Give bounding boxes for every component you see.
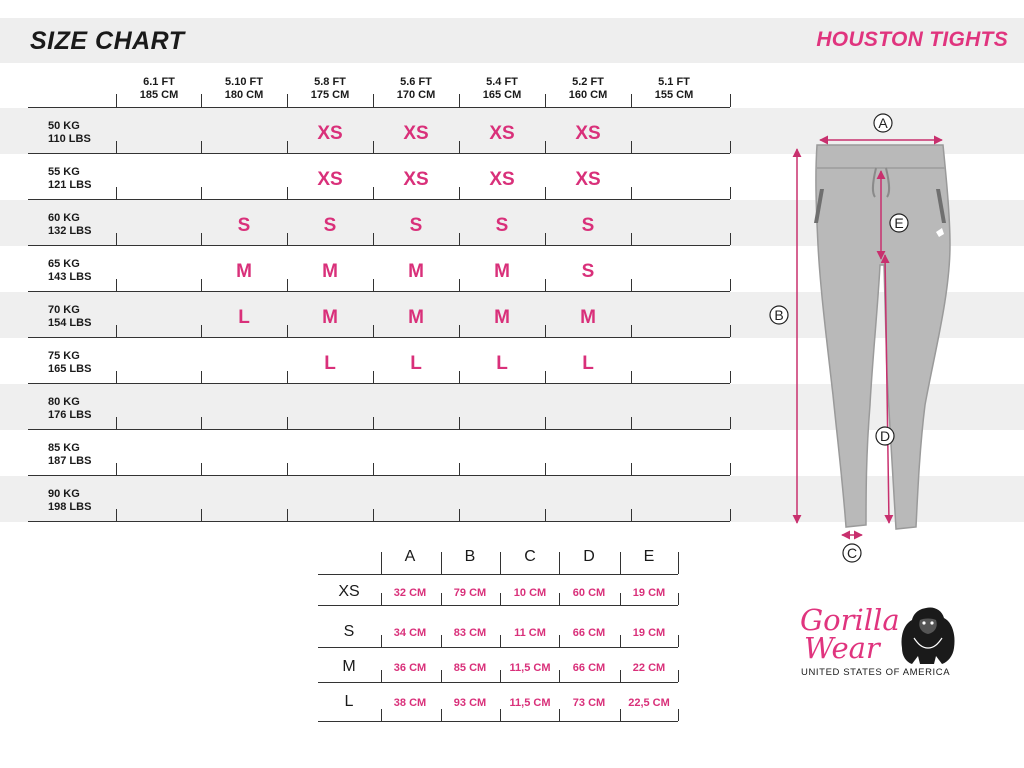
weight-lbs: 154 LBS bbox=[48, 317, 92, 329]
height-column-header bbox=[373, 76, 459, 102]
row-divider bbox=[28, 199, 730, 200]
measure-value: 19 CM bbox=[632, 627, 666, 639]
weight-kg: 75 KG bbox=[48, 350, 80, 362]
weight-row-label bbox=[48, 212, 114, 238]
size-cell: XS bbox=[575, 123, 601, 144]
weight-kg: 80 KG bbox=[48, 396, 80, 408]
column-tick bbox=[459, 371, 460, 383]
measure-tick bbox=[441, 552, 442, 574]
measure-column-header: E bbox=[643, 548, 655, 565]
column-tick bbox=[373, 187, 374, 199]
column-tick bbox=[730, 187, 731, 199]
column-tick bbox=[116, 417, 117, 429]
column-tick bbox=[459, 233, 460, 245]
height-column-header bbox=[287, 76, 373, 102]
measure-size-label: S bbox=[343, 623, 355, 640]
measure-column-header: B bbox=[464, 548, 476, 565]
row-divider bbox=[28, 245, 730, 246]
size-cell: M bbox=[580, 307, 596, 328]
size-cell: L bbox=[324, 353, 336, 374]
column-tick bbox=[459, 509, 460, 521]
size-cell: M bbox=[322, 261, 338, 282]
column-tick bbox=[545, 509, 546, 521]
column-tick bbox=[201, 279, 202, 291]
size-cell: XS bbox=[317, 169, 343, 190]
size-cell: M bbox=[408, 307, 424, 328]
measure-value: 83 CM bbox=[453, 627, 487, 639]
weight-lbs: 143 LBS bbox=[48, 271, 92, 283]
column-tick bbox=[631, 509, 632, 521]
measure-tick bbox=[620, 635, 621, 647]
measure-tick bbox=[500, 635, 501, 647]
measure-column-header: D bbox=[583, 548, 595, 565]
column-tick bbox=[287, 371, 288, 383]
measure-tick bbox=[441, 709, 442, 721]
weight-kg: 55 KG bbox=[48, 166, 80, 178]
header-divider bbox=[28, 107, 730, 108]
measure-value: 73 CM bbox=[572, 697, 606, 709]
measure-size-label: L bbox=[344, 693, 354, 710]
column-tick bbox=[631, 371, 632, 383]
column-tick bbox=[201, 233, 202, 245]
weight-row-label bbox=[48, 350, 114, 376]
size-cell: S bbox=[581, 261, 595, 282]
weight-lbs: 121 LBS bbox=[48, 179, 92, 191]
height-ft: 5.4 FT bbox=[486, 76, 518, 88]
measure-value: 32 CM bbox=[393, 587, 427, 599]
measure-tick bbox=[500, 670, 501, 682]
column-tick bbox=[373, 233, 374, 245]
measure-value: 60 CM bbox=[572, 587, 606, 599]
measure-row-divider bbox=[318, 605, 678, 606]
page-title: SIZE CHART bbox=[30, 27, 185, 55]
column-tick bbox=[201, 371, 202, 383]
measure-value: 93 CM bbox=[453, 697, 487, 709]
measure-value: 85 CM bbox=[453, 662, 487, 674]
column-tick bbox=[116, 325, 117, 337]
column-tick bbox=[287, 233, 288, 245]
column-tick bbox=[459, 463, 460, 475]
measure-tick bbox=[441, 670, 442, 682]
weight-lbs: 176 LBS bbox=[48, 409, 92, 421]
weight-lbs: 187 LBS bbox=[48, 455, 92, 467]
measure-value: 34 CM bbox=[393, 627, 427, 639]
height-ft: 5.6 FT bbox=[400, 76, 432, 88]
column-tick bbox=[730, 94, 731, 107]
column-tick bbox=[545, 141, 546, 153]
measure-row-divider bbox=[318, 647, 678, 648]
column-tick bbox=[201, 187, 202, 199]
measure-value: 22,5 CM bbox=[628, 697, 670, 709]
measure-tick bbox=[559, 593, 560, 605]
row-divider bbox=[28, 429, 730, 430]
weight-row-label bbox=[48, 304, 114, 330]
measure-value: 38 CM bbox=[393, 697, 427, 709]
height-cm: 165 CM bbox=[482, 89, 522, 101]
label-d: D bbox=[879, 428, 891, 444]
column-tick bbox=[373, 463, 374, 475]
size-cell: XS bbox=[403, 169, 429, 190]
size-cell: L bbox=[238, 307, 250, 328]
column-tick bbox=[545, 463, 546, 475]
measure-value: 11 CM bbox=[514, 627, 546, 639]
measure-value: 66 CM bbox=[572, 627, 606, 639]
label-e: E bbox=[894, 215, 904, 231]
size-cell: L bbox=[582, 353, 594, 374]
measure-value: 36 CM bbox=[393, 662, 427, 674]
measure-value: 10 CM bbox=[513, 587, 547, 599]
size-cell: XS bbox=[575, 169, 601, 190]
measure-tick bbox=[381, 552, 382, 574]
height-ft: 5.2 FT bbox=[572, 76, 604, 88]
column-tick bbox=[373, 417, 374, 429]
size-cell: L bbox=[496, 353, 508, 374]
measure-tick bbox=[620, 552, 621, 574]
height-cm: 175 CM bbox=[310, 89, 350, 101]
column-tick bbox=[545, 233, 546, 245]
size-cell: S bbox=[323, 215, 337, 236]
measure-tick bbox=[620, 670, 621, 682]
measure-tick bbox=[441, 593, 442, 605]
measure-row-divider bbox=[318, 721, 678, 722]
column-tick bbox=[631, 325, 632, 337]
measure-tick bbox=[678, 670, 679, 682]
measure-tick bbox=[678, 593, 679, 605]
measure-tick bbox=[559, 670, 560, 682]
column-tick bbox=[287, 94, 288, 107]
measure-value: 19 CM bbox=[632, 587, 666, 599]
measure-tick bbox=[678, 635, 679, 647]
column-tick bbox=[116, 509, 117, 521]
column-tick bbox=[201, 141, 202, 153]
measure-value: 11,5 CM bbox=[509, 697, 551, 709]
size-cell: S bbox=[581, 215, 595, 236]
column-tick bbox=[631, 463, 632, 475]
row-divider bbox=[28, 383, 730, 384]
column-tick bbox=[287, 325, 288, 337]
column-tick bbox=[631, 279, 632, 291]
weight-lbs: 110 LBS bbox=[48, 133, 91, 145]
brand-logo bbox=[800, 603, 900, 665]
column-tick bbox=[201, 509, 202, 521]
column-tick bbox=[116, 187, 117, 199]
column-tick bbox=[287, 187, 288, 199]
measure-tick bbox=[559, 552, 560, 574]
column-tick bbox=[287, 417, 288, 429]
column-tick bbox=[631, 233, 632, 245]
column-tick bbox=[201, 325, 202, 337]
size-cell: XS bbox=[317, 123, 343, 144]
measure-tick bbox=[559, 635, 560, 647]
logo-line-2: Wear bbox=[804, 631, 880, 665]
weight-row-label bbox=[48, 488, 114, 514]
column-tick bbox=[730, 141, 731, 153]
column-tick bbox=[459, 187, 460, 199]
size-cell: XS bbox=[489, 123, 515, 144]
measure-size-label: XS bbox=[338, 583, 360, 600]
measure-value: 66 CM bbox=[572, 662, 606, 674]
weight-row-label bbox=[48, 442, 114, 468]
column-tick bbox=[287, 141, 288, 153]
column-tick bbox=[545, 417, 546, 429]
measure-tick bbox=[500, 593, 501, 605]
measure-value: 22 CM bbox=[632, 662, 666, 674]
column-tick bbox=[545, 325, 546, 337]
height-cm: 180 CM bbox=[224, 89, 264, 101]
column-tick bbox=[116, 141, 117, 153]
size-cell: M bbox=[322, 307, 338, 328]
measure-tick bbox=[678, 709, 679, 721]
measure-tick bbox=[500, 552, 501, 574]
column-tick bbox=[287, 463, 288, 475]
measure-header-divider bbox=[318, 574, 678, 575]
column-tick bbox=[116, 463, 117, 475]
column-tick bbox=[631, 141, 632, 153]
column-tick bbox=[287, 279, 288, 291]
column-tick bbox=[201, 463, 202, 475]
size-cell: M bbox=[236, 261, 252, 282]
height-column-header bbox=[116, 76, 202, 102]
measure-tick bbox=[381, 670, 382, 682]
row-divider bbox=[28, 337, 730, 338]
column-tick bbox=[459, 279, 460, 291]
weight-row-label bbox=[48, 258, 114, 284]
column-tick bbox=[730, 233, 731, 245]
weight-lbs: 165 LBS bbox=[48, 363, 92, 375]
column-tick bbox=[459, 141, 460, 153]
column-tick bbox=[545, 187, 546, 199]
column-tick bbox=[730, 371, 731, 383]
height-ft: 5.10 FT bbox=[225, 76, 263, 88]
size-cell: M bbox=[408, 261, 424, 282]
size-cell: S bbox=[409, 215, 423, 236]
label-b: B bbox=[774, 307, 784, 323]
column-tick bbox=[631, 417, 632, 429]
measure-tick bbox=[381, 635, 382, 647]
weight-row-label bbox=[48, 396, 114, 422]
column-tick bbox=[459, 325, 460, 337]
measure-row-divider bbox=[318, 682, 678, 683]
measure-tick bbox=[620, 709, 621, 721]
measure-size-label: M bbox=[342, 658, 356, 675]
measure-tick bbox=[381, 709, 382, 721]
column-tick bbox=[373, 325, 374, 337]
tights-shape bbox=[816, 145, 950, 529]
gorilla-icon bbox=[900, 604, 956, 666]
column-tick bbox=[116, 233, 117, 245]
measure-tick bbox=[620, 593, 621, 605]
column-tick bbox=[730, 417, 731, 429]
measure-column-header: A bbox=[404, 548, 416, 565]
height-ft: 6.1 FT bbox=[143, 76, 175, 88]
column-tick bbox=[373, 141, 374, 153]
weight-kg: 60 KG bbox=[48, 212, 80, 224]
column-tick bbox=[545, 94, 546, 107]
column-tick bbox=[459, 94, 460, 107]
logo-tagline: UNITED STATES OF AMERICA bbox=[801, 667, 951, 678]
weight-lbs: 198 LBS bbox=[48, 501, 92, 513]
size-cell: XS bbox=[489, 169, 515, 190]
weight-row-label bbox=[48, 166, 114, 192]
weight-kg: 85 KG bbox=[48, 442, 80, 454]
weight-kg: 90 KG bbox=[48, 488, 80, 500]
size-cell: S bbox=[237, 215, 251, 236]
column-tick bbox=[116, 94, 117, 107]
size-cell: L bbox=[410, 353, 422, 374]
column-tick bbox=[545, 371, 546, 383]
size-cell: S bbox=[495, 215, 509, 236]
column-tick bbox=[116, 279, 117, 291]
measure-tick bbox=[381, 593, 382, 605]
column-tick bbox=[545, 279, 546, 291]
height-cm: 155 CM bbox=[654, 89, 694, 101]
height-column-header bbox=[631, 76, 717, 102]
column-tick bbox=[631, 187, 632, 199]
column-tick bbox=[116, 371, 117, 383]
height-ft: 5.8 FT bbox=[314, 76, 346, 88]
size-cell: XS bbox=[403, 123, 429, 144]
weight-kg: 70 KG bbox=[48, 304, 80, 316]
row-divider bbox=[28, 521, 730, 522]
height-cm: 185 CM bbox=[139, 89, 179, 101]
measure-tick bbox=[559, 709, 560, 721]
column-tick bbox=[373, 371, 374, 383]
row-divider bbox=[28, 291, 730, 292]
column-tick bbox=[730, 279, 731, 291]
measure-value: 79 CM bbox=[453, 587, 487, 599]
column-tick bbox=[730, 509, 731, 521]
measure-tick bbox=[500, 709, 501, 721]
row-divider bbox=[28, 475, 730, 476]
column-tick bbox=[373, 509, 374, 521]
product-title: HOUSTON TIGHTS bbox=[816, 28, 1008, 51]
column-tick bbox=[201, 94, 202, 107]
column-tick bbox=[631, 94, 632, 107]
measure-tick bbox=[678, 552, 679, 574]
height-cm: 160 CM bbox=[568, 89, 608, 101]
weight-kg: 50 KG bbox=[48, 120, 80, 132]
height-column-header bbox=[201, 76, 287, 102]
logo-line-1: Gorilla bbox=[800, 603, 900, 637]
label-c: C bbox=[846, 545, 858, 561]
measure-value: 11,5 CM bbox=[509, 662, 551, 674]
row-divider bbox=[28, 153, 730, 154]
weight-row-label bbox=[48, 120, 114, 146]
size-cell: M bbox=[494, 261, 510, 282]
measure-column-header: C bbox=[524, 548, 536, 565]
column-tick bbox=[373, 279, 374, 291]
column-tick bbox=[730, 463, 731, 475]
size-cell: M bbox=[494, 307, 510, 328]
measure-tick bbox=[441, 635, 442, 647]
column-tick bbox=[730, 325, 731, 337]
column-tick bbox=[201, 417, 202, 429]
label-a: A bbox=[878, 115, 888, 131]
column-tick bbox=[373, 94, 374, 107]
height-column-header bbox=[459, 76, 545, 102]
height-ft: 5.1 FT bbox=[658, 76, 690, 88]
column-tick bbox=[287, 509, 288, 521]
height-column-header bbox=[545, 76, 631, 102]
height-cm: 170 CM bbox=[396, 89, 436, 101]
weight-lbs: 132 LBS bbox=[48, 225, 92, 237]
tights-diagram bbox=[760, 105, 970, 575]
weight-kg: 65 KG bbox=[48, 258, 80, 270]
column-tick bbox=[459, 417, 460, 429]
